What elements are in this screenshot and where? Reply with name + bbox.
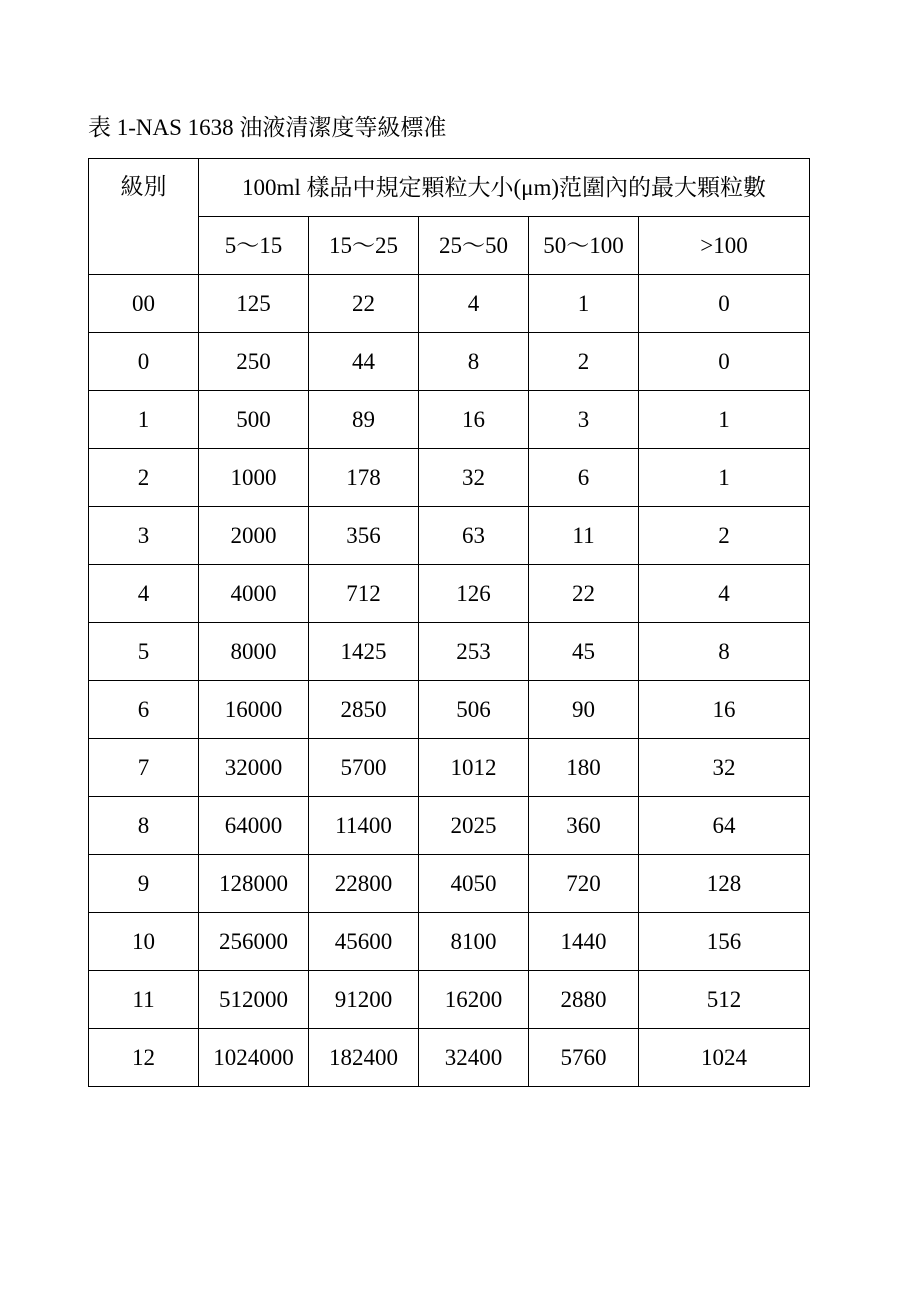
count-cell: 720 <box>529 855 639 913</box>
count-cell: 2025 <box>419 797 529 855</box>
count-cell: 1000 <box>199 449 309 507</box>
count-cell: 4000 <box>199 565 309 623</box>
size-range-header: >100 <box>639 217 810 275</box>
table-row <box>89 971 810 1029</box>
count-cell: 45 <box>529 623 639 681</box>
size-range-header: 5～15 <box>199 217 309 275</box>
count-cell: 128000 <box>199 855 309 913</box>
count-cell: 44 <box>309 333 419 391</box>
table-body <box>89 159 810 1087</box>
count-cell: 253 <box>419 623 529 681</box>
grade-cell: 1 <box>89 391 199 449</box>
grade-cell: 10 <box>89 913 199 971</box>
count-cell: 63 <box>419 507 529 565</box>
count-cell: 1425 <box>309 623 419 681</box>
count-cell: 32000 <box>199 739 309 797</box>
grade-cell: 3 <box>89 507 199 565</box>
count-cell: 0 <box>639 333 810 391</box>
table-row <box>89 275 810 333</box>
count-cell: 500 <box>199 391 309 449</box>
table-row <box>89 797 810 855</box>
count-cell: 11400 <box>309 797 419 855</box>
count-cell: 2 <box>529 333 639 391</box>
count-cell: 178 <box>309 449 419 507</box>
count-cell: 128 <box>639 855 810 913</box>
table-row <box>89 507 810 565</box>
grade-cell: 4 <box>89 565 199 623</box>
table-row <box>89 681 810 739</box>
count-cell: 64000 <box>199 797 309 855</box>
grade-cell: 12 <box>89 1029 199 1087</box>
count-cell: 22 <box>529 565 639 623</box>
table-row <box>89 565 810 623</box>
count-cell: 32400 <box>419 1029 529 1087</box>
count-cell: 0 <box>639 275 810 333</box>
size-range-header: 25～50 <box>419 217 529 275</box>
count-cell: 356 <box>309 507 419 565</box>
table-row <box>89 1029 810 1087</box>
count-cell: 125 <box>199 275 309 333</box>
count-cell: 250 <box>199 333 309 391</box>
size-range-header: 50～100 <box>529 217 639 275</box>
count-cell: 512000 <box>199 971 309 1029</box>
table-row <box>89 855 810 913</box>
count-cell: 91200 <box>309 971 419 1029</box>
grade-cell: 11 <box>89 971 199 1029</box>
count-cell: 126 <box>419 565 529 623</box>
count-cell: 5760 <box>529 1029 639 1087</box>
count-cell: 4 <box>419 275 529 333</box>
table-row <box>89 623 810 681</box>
count-cell: 16 <box>419 391 529 449</box>
grade-cell: 00 <box>89 275 199 333</box>
count-cell: 3 <box>529 391 639 449</box>
count-cell: 1440 <box>529 913 639 971</box>
count-cell: 512 <box>639 971 810 1029</box>
table-row <box>89 913 810 971</box>
count-cell: 45600 <box>309 913 419 971</box>
table-row <box>89 739 810 797</box>
count-cell: 2850 <box>309 681 419 739</box>
count-cell: 16 <box>639 681 810 739</box>
count-cell: 8 <box>419 333 529 391</box>
count-cell: 1024 <box>639 1029 810 1087</box>
count-cell: 16000 <box>199 681 309 739</box>
count-cell: 64 <box>639 797 810 855</box>
grade-cell: 6 <box>89 681 199 739</box>
count-cell: 4 <box>639 565 810 623</box>
count-cell: 32 <box>639 739 810 797</box>
count-cell: 5700 <box>309 739 419 797</box>
grade-cell: 5 <box>89 623 199 681</box>
count-cell: 1 <box>639 449 810 507</box>
table-caption: 表 1-NAS 1638 油液清潔度等級標准 <box>88 115 447 140</box>
count-cell: 8000 <box>199 623 309 681</box>
count-cell: 4050 <box>419 855 529 913</box>
count-cell: 506 <box>419 681 529 739</box>
count-cell: 2880 <box>529 971 639 1029</box>
grade-header: 級別 <box>89 159 199 275</box>
grade-cell: 8 <box>89 797 199 855</box>
count-cell: 16200 <box>419 971 529 1029</box>
count-cell: 22800 <box>309 855 419 913</box>
count-cell: 8 <box>639 623 810 681</box>
count-cell: 2000 <box>199 507 309 565</box>
header-row-top <box>89 159 810 217</box>
count-cell: 182400 <box>309 1029 419 1087</box>
table-row <box>89 449 810 507</box>
count-cell: 1 <box>529 275 639 333</box>
count-cell: 1012 <box>419 739 529 797</box>
particle-count-header: 100ml 樣品中規定顆粒大小(μm)范圍內的最大顆粒數 <box>199 159 810 217</box>
count-cell: 22 <box>309 275 419 333</box>
count-cell: 90 <box>529 681 639 739</box>
count-cell: 1024000 <box>199 1029 309 1087</box>
count-cell: 712 <box>309 565 419 623</box>
table-row <box>89 391 810 449</box>
size-range-header: 15～25 <box>309 217 419 275</box>
count-cell: 1 <box>639 391 810 449</box>
grade-cell: 0 <box>89 333 199 391</box>
count-cell: 256000 <box>199 913 309 971</box>
grade-cell: 2 <box>89 449 199 507</box>
count-cell: 32 <box>419 449 529 507</box>
count-cell: 6 <box>529 449 639 507</box>
count-cell: 89 <box>309 391 419 449</box>
nas-1638-table <box>88 158 810 1087</box>
count-cell: 180 <box>529 739 639 797</box>
grade-cell: 7 <box>89 739 199 797</box>
count-cell: 360 <box>529 797 639 855</box>
count-cell: 8100 <box>419 913 529 971</box>
count-cell: 156 <box>639 913 810 971</box>
count-cell: 11 <box>529 507 639 565</box>
grade-cell: 9 <box>89 855 199 913</box>
table-row <box>89 333 810 391</box>
count-cell: 2 <box>639 507 810 565</box>
